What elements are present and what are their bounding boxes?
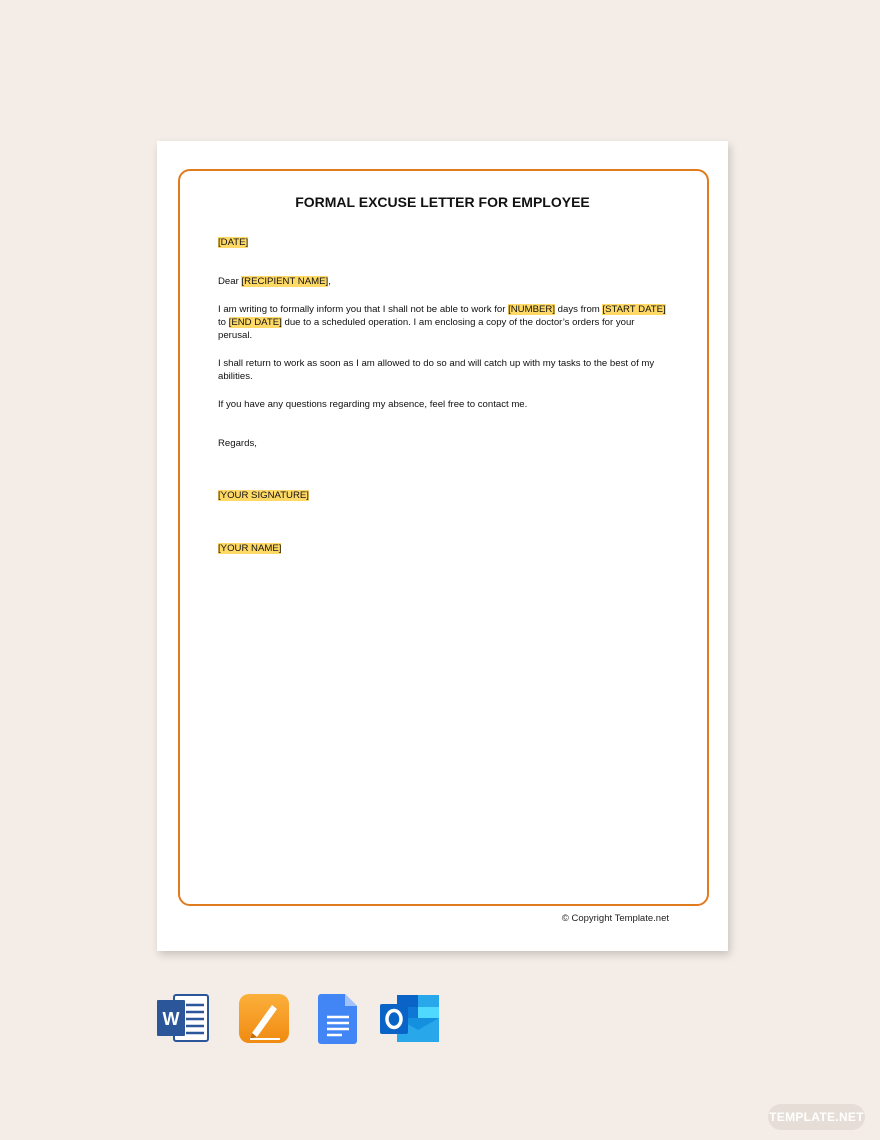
microsoft-word-icon[interactable] — [156, 993, 211, 1048]
paragraph-3: If you have any questions regarding my absence, feel free to contact me. — [218, 399, 528, 410]
name-line — [218, 542, 670, 555]
salutation-suffix: , — [328, 276, 331, 287]
svg-text:W: W — [162, 1009, 180, 1029]
recipient-placeholder[interactable]: [RECIPIENT NAME] — [241, 276, 329, 287]
apple-pages-icon[interactable] — [238, 993, 290, 1050]
p1-text-a: I am writing to formally inform you that I shall not be able to work for — [218, 304, 509, 315]
microsoft-outlook-icon[interactable] — [379, 994, 441, 1049]
paragraph-2: I shall return to work as soon as I am allowed to do so and will catch up with my tasks to the best of my abilities. — [218, 358, 655, 382]
google-docs-icon[interactable] — [318, 993, 358, 1050]
document-title: FORMAL EXCUSE LETTER FOR EMPLOYEE — [295, 194, 590, 210]
salutation-prefix: Dear — [218, 276, 242, 287]
document-page — [157, 141, 728, 951]
end-date-placeholder[interactable]: [END DATE] — [228, 317, 282, 328]
start-date-placeholder[interactable]: [START DATE] — [602, 304, 666, 315]
date-line — [218, 236, 670, 249]
app-icons-row — [0, 993, 880, 1045]
copyright-notice: © Copyright Template.net — [561, 913, 669, 924]
name-placeholder[interactable]: [YOUR NAME] — [218, 543, 282, 554]
p1-text-d: due to a scheduled operation. I am enclosing a copy of the doctor’s orders for your perusal. — [218, 317, 635, 341]
signature-line — [218, 489, 670, 502]
closing: Regards, — [218, 438, 257, 449]
p1-text-b: days from — [554, 304, 603, 315]
date-placeholder[interactable]: [DATE] — [218, 237, 249, 248]
paragraph-1 — [218, 303, 670, 342]
p1-text-c: to — [218, 317, 229, 328]
number-placeholder[interactable]: [NUMBER] — [508, 304, 555, 315]
salutation — [218, 275, 670, 288]
signature-placeholder[interactable]: [YOUR SIGNATURE] — [218, 490, 309, 501]
template-net-watermark[interactable]: TEMPLATE.NET — [768, 1104, 865, 1130]
